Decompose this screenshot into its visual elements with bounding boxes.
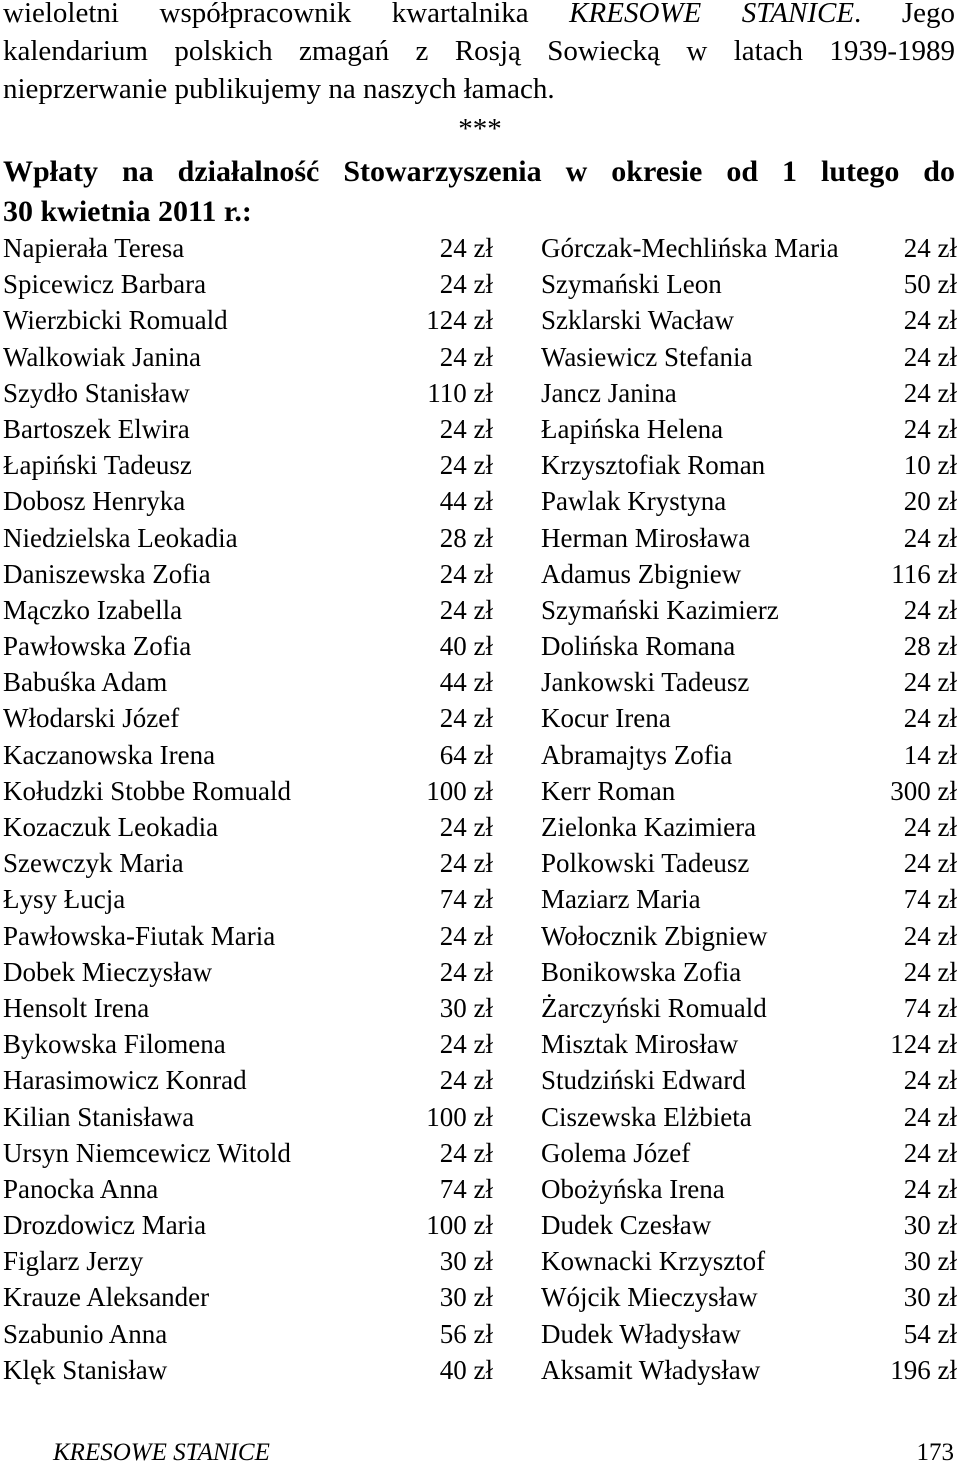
donor-name: Kaczanowska Irena	[3, 739, 216, 770]
donation-amount: 100 zł	[426, 1210, 493, 1241]
donor-name: Harasimowicz Konrad	[3, 1065, 247, 1096]
donor-name: Ursyn Niemcewicz Witold	[3, 1137, 291, 1168]
donor-name: Studziński Edward	[541, 1065, 746, 1096]
donor-name: Figlarz Jerzy	[3, 1246, 144, 1277]
donation-amount: 74 zł	[903, 884, 957, 915]
donation-amount: 74 zł	[439, 1173, 493, 1204]
donation-amount: 24 zł	[903, 413, 957, 444]
donation-amount: 24 zł	[439, 233, 493, 263]
donation-amount: 24 zł	[903, 305, 957, 336]
donation-amount: 24 zł	[903, 848, 957, 879]
donation-amount: 24 zł	[903, 667, 957, 698]
donation-amount: 24 zł	[439, 269, 493, 300]
donation-amount: 110 zł	[427, 377, 493, 408]
donation-amount: 300 zł	[890, 775, 957, 806]
donation-row	[3, 411, 957, 447]
donation-amount: 30 zł	[903, 1282, 957, 1313]
donation-amount: 54 zł	[903, 1318, 957, 1349]
journal-name: KRESOWE STANICE	[569, 0, 855, 29]
donor-name: Spicewicz Barbara	[3, 269, 207, 300]
donation-row	[3, 447, 957, 483]
intro-text: wieloletni współpracownik kwartalnika	[3, 0, 570, 29]
donation-amount: 14 zł	[903, 739, 957, 770]
donor-name: Ciszewska Elżbieta	[541, 1101, 752, 1132]
donor-name: Szklarski Wacław	[541, 305, 735, 336]
donation-row	[3, 845, 957, 881]
donor-name: Kołudzki Stobbe Romuald	[3, 775, 291, 806]
donation-amount: 64 zł	[439, 739, 493, 770]
donation-row	[3, 1135, 957, 1171]
page-footer	[0, 1436, 960, 1470]
donation-row	[3, 520, 957, 556]
donation-amount: 30 zł	[439, 1282, 493, 1313]
donation-amount: 24 zł	[439, 956, 493, 987]
donation-row	[3, 1062, 957, 1098]
donation-amount: 24 zł	[903, 1137, 957, 1168]
donation-amount: 24 zł	[903, 812, 957, 842]
donation-amount: 24 zł	[903, 341, 957, 372]
donor-name: Szymański Kazimierz	[541, 594, 779, 625]
donation-amount: 24 zł	[439, 1137, 493, 1168]
donation-amount: 40 zł	[439, 631, 493, 662]
donor-name: Klęk Stanisław	[3, 1354, 168, 1385]
donation-row	[3, 592, 957, 628]
donation-row	[3, 302, 957, 338]
donor-name: Kocur Irena	[541, 703, 671, 734]
donor-name: Polkowski Tadeusz	[541, 848, 750, 879]
donor-name: Panocka Anna	[3, 1173, 159, 1204]
donor-name: Walkowiak Janina	[3, 341, 202, 372]
donor-name: Szydło Stanisław	[3, 377, 190, 408]
donor-name: Daniszewska Zofia	[3, 558, 211, 589]
donor-name: Szewczyk Maria	[3, 848, 184, 879]
intro-paragraph	[3, 0, 955, 108]
section-separator: ***	[458, 113, 502, 145]
donor-name: Bartoszek Elwira	[3, 413, 190, 444]
donation-row	[3, 628, 957, 664]
donor-name: Pawlak Krystyna	[541, 486, 727, 517]
donation-row	[3, 1243, 957, 1279]
donation-amount: 24 zł	[903, 594, 957, 625]
donation-row	[3, 1026, 957, 1062]
donor-name: Mączko Izabella	[3, 594, 183, 625]
donation-amount: 30 zł	[903, 1246, 957, 1277]
intro-line-1	[3, 0, 955, 32]
donation-row	[3, 773, 957, 809]
donor-name: Pawłowska-Fiutak Maria	[3, 920, 276, 951]
page-number: 173	[916, 1439, 954, 1466]
donation-amount: 24 zł	[439, 594, 493, 625]
donation-row	[3, 1316, 957, 1352]
donor-name: Drozdowicz Maria	[3, 1210, 207, 1241]
donation-amount: 44 zł	[439, 486, 493, 517]
donor-name: Żarczyński Romuald	[541, 992, 767, 1023]
donor-name: Dolińska Romana	[541, 631, 736, 662]
donation-amount: 116 zł	[891, 558, 957, 589]
donation-row	[3, 1352, 957, 1388]
donor-name: Wołocznik Zbigniew	[541, 920, 768, 951]
donor-name: Maziarz Maria	[541, 884, 701, 915]
donation-row	[3, 1279, 957, 1315]
donation-row	[3, 664, 957, 700]
donation-amount: 24 zł	[439, 848, 493, 879]
donor-name: Abramajtys Zofia	[541, 739, 733, 770]
section-heading	[3, 152, 955, 232]
donor-name: Kozaczuk Leokadia	[3, 812, 219, 842]
donation-amount: 24 zł	[439, 341, 493, 372]
donation-row	[3, 881, 957, 917]
donation-amount: 124 zł	[426, 305, 493, 336]
donor-name: Hensolt Irena	[3, 992, 150, 1023]
donation-amount: 50 zł	[903, 269, 957, 300]
donation-amount: 24 zł	[439, 1065, 493, 1096]
donation-amount: 24 zł	[439, 558, 493, 589]
donation-row	[3, 266, 957, 302]
donor-name: Zielonka Kazimiera	[541, 812, 757, 842]
donation-amount: 44 zł	[439, 667, 493, 698]
donor-name: Górczak-Mechlińska Maria	[541, 233, 839, 263]
donation-amount: 74 zł	[439, 884, 493, 915]
donation-amount: 30 zł	[439, 992, 493, 1023]
donor-name: Herman Mirosława	[541, 522, 751, 553]
donor-name: Wójcik Mieczysław	[541, 1282, 758, 1313]
donor-name: Jankowski Tadeusz	[541, 667, 750, 698]
donor-name: Napierała Teresa	[3, 233, 185, 263]
donation-amount: 28 zł	[903, 631, 957, 662]
donation-amount: 24 zł	[439, 703, 493, 734]
donation-row	[3, 809, 957, 845]
donation-row	[3, 990, 957, 1026]
donation-amount: 74 zł	[903, 992, 957, 1023]
donation-row	[3, 230, 957, 266]
donation-amount: 30 zł	[903, 1210, 957, 1241]
donor-name: Adamus Zbigniew	[541, 558, 742, 589]
donation-amount: 24 zł	[903, 703, 957, 734]
donor-name: Bykowska Filomena	[3, 1029, 226, 1060]
donor-name: Bonikowska Zofia	[541, 956, 742, 987]
donation-amount: 24 zł	[903, 1173, 957, 1204]
donor-name: Szymański Leon	[541, 269, 722, 300]
donation-amount: 20 zł	[903, 486, 957, 517]
donation-amount: 24 zł	[439, 920, 493, 951]
donation-row	[3, 954, 957, 990]
donor-name: Misztak Mirosław	[541, 1029, 739, 1060]
donation-row	[3, 918, 957, 954]
donor-name: Łapiński Tadeusz	[3, 450, 192, 481]
donor-name: Kownacki Krzysztof	[541, 1246, 766, 1277]
donation-amount: 24 zł	[903, 522, 957, 553]
donation-row	[3, 737, 957, 773]
donor-name: Jancz Janina	[541, 377, 677, 408]
donor-name: Golema Józef	[541, 1137, 691, 1168]
donation-row	[3, 1207, 957, 1243]
donation-row	[3, 700, 957, 736]
donation-amount: 40 zł	[439, 1354, 493, 1385]
intro-text: . Jego	[854, 0, 955, 29]
donor-name: Obożyńska Irena	[541, 1173, 725, 1204]
donation-amount: 196 zł	[890, 1354, 957, 1385]
donor-name: Babuśka Adam	[3, 667, 168, 698]
donation-amount: 24 zł	[439, 1029, 493, 1060]
donation-amount: 24 zł	[903, 377, 957, 408]
donor-name: Wierzbicki Romuald	[3, 305, 228, 336]
donor-name: Kerr Roman	[541, 775, 676, 806]
donation-amount: 10 zł	[903, 450, 957, 481]
footer-journal-title: KRESOWE STANICE	[53, 1439, 270, 1466]
donor-name: Krzysztofiak Roman	[541, 450, 766, 481]
donation-amount: 100 zł	[426, 775, 493, 806]
donor-name: Łapińska Helena	[541, 413, 724, 444]
heading-line-2: 30 kwietnia 2011 r.:	[3, 195, 252, 228]
donation-amount: 24 zł	[903, 1065, 957, 1096]
donation-row	[3, 1171, 957, 1207]
donation-amount: 24 zł	[903, 233, 957, 263]
donation-amount: 24 zł	[903, 1101, 957, 1132]
donation-amount: 100 zł	[426, 1101, 493, 1132]
donation-amount: 28 zł	[439, 522, 493, 553]
donor-name: Szabunio Anna	[3, 1318, 168, 1349]
donor-name: Niedzielska Leokadia	[3, 522, 238, 553]
donation-amount: 24 zł	[903, 956, 957, 987]
donation-amount: 30 zł	[439, 1246, 493, 1277]
donation-row	[3, 556, 957, 592]
donor-name: Dobek Mieczysław	[3, 956, 213, 987]
donor-name: Krauze Aleksander	[3, 1282, 210, 1313]
donor-name: Łysy Łucja	[3, 884, 126, 915]
donation-row	[3, 1099, 957, 1135]
donation-amount: 24 zł	[903, 920, 957, 951]
intro-line-2: kalendarium polskich zmagań z Rosją Sowiecką w latach 1939-1989	[3, 35, 955, 67]
donor-name: Aksamit Władysław	[541, 1354, 761, 1385]
donation-amount: 124 zł	[890, 1029, 957, 1060]
donor-name: Kilian Stanisława	[3, 1101, 195, 1132]
donor-name: Włodarski Józef	[3, 703, 180, 734]
donations-list	[3, 230, 957, 1388]
donation-row	[3, 339, 957, 375]
donation-amount: 56 zł	[439, 1318, 493, 1349]
donation-row	[3, 483, 957, 519]
donor-name: Wasiewicz Stefania	[541, 341, 753, 372]
donor-name: Pawłowska Zofia	[3, 631, 192, 662]
donor-name: Dudek Czesław	[541, 1210, 712, 1241]
donation-amount: 24 zł	[439, 413, 493, 444]
donor-name: Dudek Władysław	[541, 1318, 741, 1349]
donor-name: Dobosz Henryka	[3, 486, 186, 517]
intro-line-3: nieprzerwanie publikujemy na naszych łamach.	[3, 73, 555, 105]
heading-line-1: Wpłaty na działalność Stowarzyszenia w okresie od 1 lutego do	[3, 155, 955, 188]
donation-amount: 24 zł	[439, 812, 493, 842]
donation-row	[3, 375, 957, 411]
donation-amount: 24 zł	[439, 450, 493, 481]
